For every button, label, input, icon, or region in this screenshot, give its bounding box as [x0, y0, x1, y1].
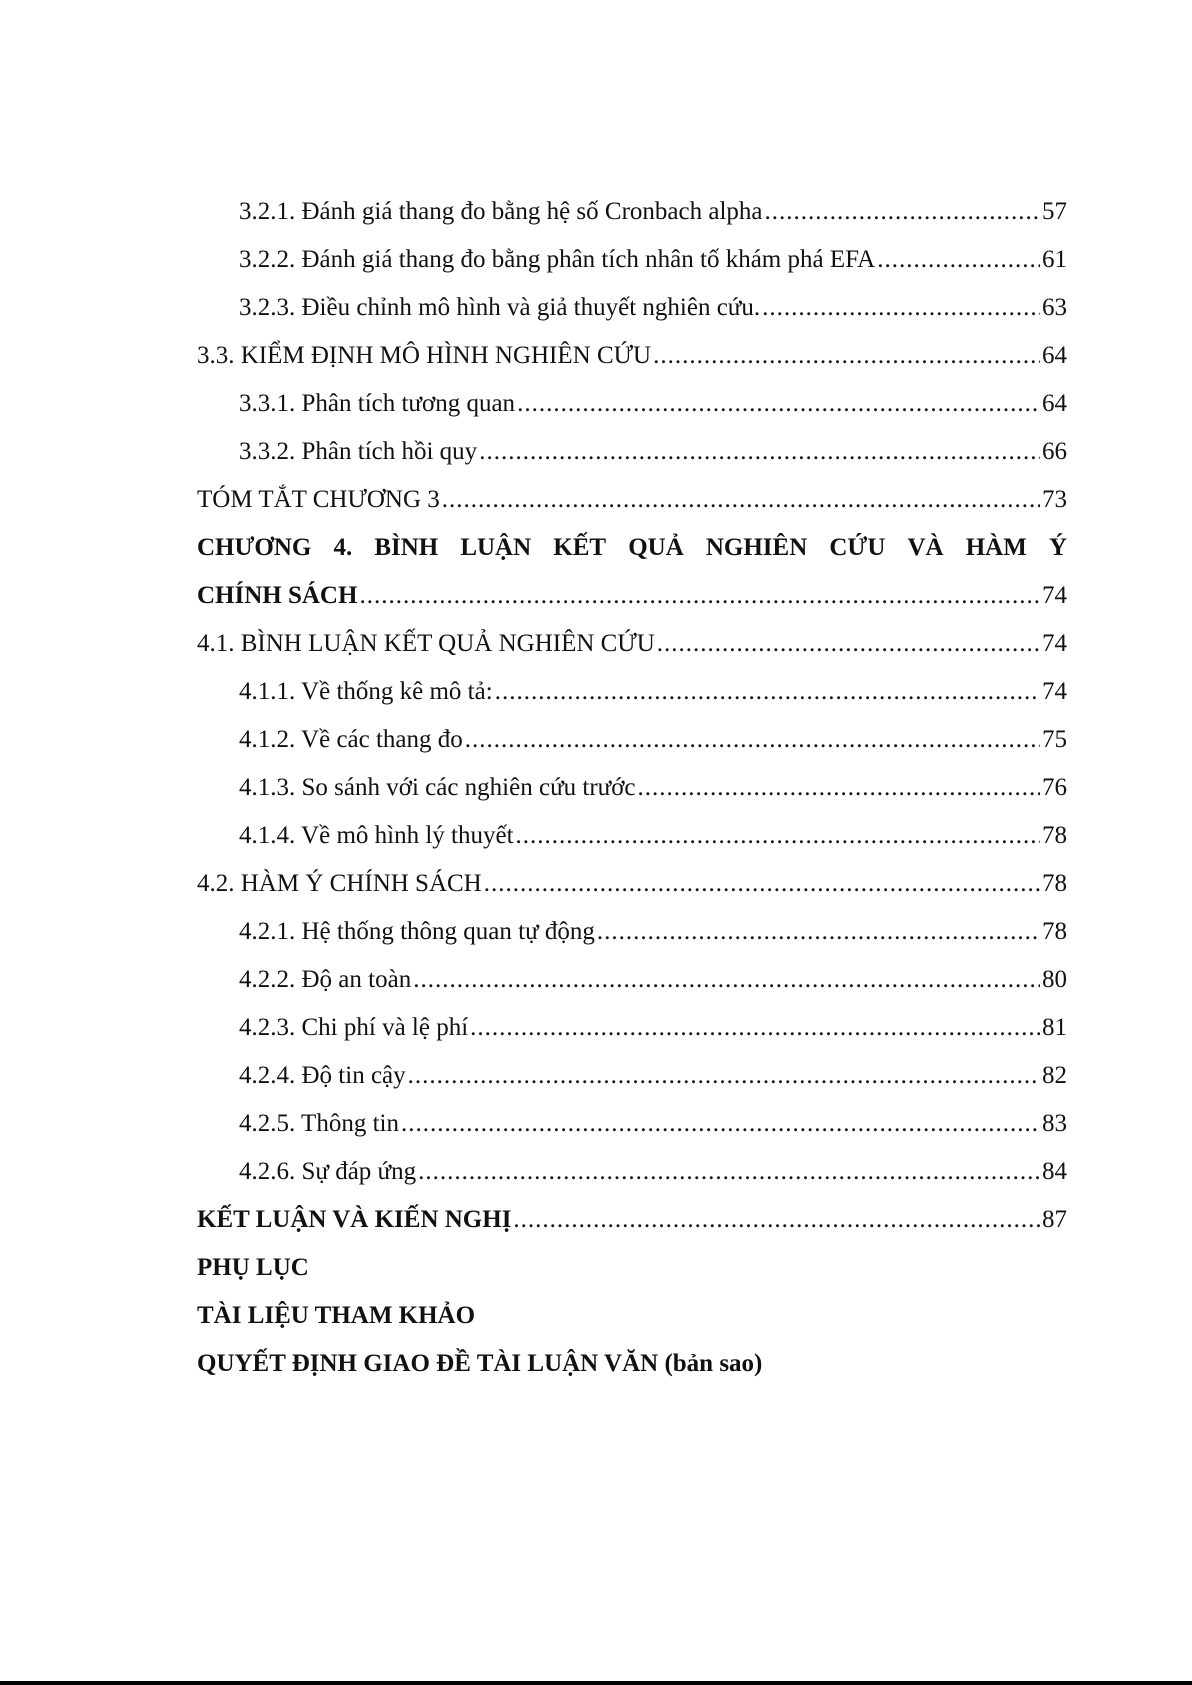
toc-entry[interactable] — [197, 1004, 1067, 1052]
dot-leader — [470, 1004, 1040, 1052]
toc-entry-page: 66 — [1042, 438, 1067, 465]
toc-entry-title: 4.2.4. Độ tin cậy — [239, 1062, 406, 1089]
heading-word: QUẢ — [628, 534, 684, 561]
dot-leader — [408, 1052, 1040, 1100]
toc-entry-title: 4.2.6. Sự đáp ứng — [239, 1158, 417, 1185]
toc-entry-title: 4.2.3. Chi phí và lệ phí — [239, 1014, 469, 1041]
toc-entry-page: 57 — [1042, 198, 1067, 225]
toc-entry-title: 3.3.2. Phân tích hồi quy — [239, 438, 478, 465]
toc-entry-title: 4.2.2. Độ an toàn — [239, 966, 412, 993]
toc-entry-page: 80 — [1042, 966, 1067, 993]
dot-leader — [465, 716, 1040, 764]
toc-entry-page: 78 — [1042, 822, 1067, 849]
heading-word: KẾT — [553, 534, 607, 561]
toc-entry[interactable] — [197, 620, 1067, 668]
toc-entry-page: 78 — [1042, 918, 1067, 945]
toc-entry-title: 3.2.3. Điều chỉnh mô hình và giả thuyết nghiên cứu. — [239, 294, 761, 321]
toc-entry-page: 76 — [1042, 774, 1067, 801]
toc-entry[interactable] — [197, 188, 1067, 236]
toc-entry-title: 4.1.4. Về mô hình lý thuyết — [239, 822, 514, 849]
dot-leader — [597, 908, 1040, 956]
toc-entry-title: 3.2.1. Đánh giá thang đo bằng hệ số Cronbach alpha — [239, 198, 763, 225]
dot-leader — [413, 956, 1040, 1004]
toc-entry-references[interactable] — [197, 1292, 1067, 1340]
dot-leader — [401, 1100, 1040, 1148]
toc-entry-page: 81 — [1042, 1014, 1067, 1041]
toc-entry[interactable] — [197, 956, 1067, 1004]
dot-leader — [653, 332, 1040, 380]
dot-leader — [638, 764, 1040, 812]
heading-word: HÀM — [965, 534, 1027, 561]
toc-entry-title: 3.3. KIỂM ĐỊNH MÔ HÌNH NGHIÊN CỨU — [197, 342, 652, 369]
toc-entry[interactable] — [197, 1196, 1067, 1244]
toc-entry-page: 82 — [1042, 1062, 1067, 1089]
toc-entry[interactable] — [197, 284, 1067, 332]
page-bottom-border — [0, 1681, 1192, 1685]
dot-leader — [765, 188, 1041, 236]
dot-leader — [359, 572, 1040, 620]
toc-entry-appendix[interactable] — [197, 1244, 1067, 1292]
dot-leader — [484, 860, 1040, 908]
heading-word: CHƯƠNG — [197, 534, 312, 561]
toc-entry-title: 3.2.2. Đánh giá thang đo bằng phân tích nhân tố khám phá EFA — [239, 246, 876, 273]
toc-entry-decision[interactable] — [197, 1340, 1067, 1388]
toc-entry-title: TÀI LIỆU THAM KHẢO — [197, 1302, 476, 1329]
toc-entry[interactable] — [197, 1100, 1067, 1148]
toc-entry[interactable] — [197, 1052, 1067, 1100]
heading-word: Ý — [1048, 534, 1067, 561]
toc-entry-title: QUYẾT ĐỊNH GIAO ĐỀ TÀI LUẬN VĂN (bản sao) — [197, 1350, 763, 1377]
chapter-4-heading-line-2[interactable] — [197, 572, 1067, 620]
heading-word: NGHIÊN — [705, 534, 808, 561]
toc-entry[interactable] — [197, 764, 1067, 812]
heading-word: VÀ — [907, 534, 944, 561]
toc-entry[interactable] — [197, 1148, 1067, 1196]
heading-word: BÌNH — [374, 534, 439, 561]
toc-entry[interactable] — [197, 428, 1067, 476]
toc-entry-page: 84 — [1042, 1158, 1067, 1185]
toc-entry-page: 74 — [1042, 678, 1067, 705]
toc-entry[interactable] — [197, 860, 1067, 908]
toc-entry[interactable] — [197, 908, 1067, 956]
toc-entry-title: TÓM TẮT CHƯƠNG 3 — [197, 486, 440, 513]
toc-entry[interactable] — [197, 716, 1067, 764]
heading-word: CỨU — [829, 534, 886, 561]
dot-leader — [517, 380, 1040, 428]
toc-entry-page: 74 — [1042, 630, 1067, 657]
toc-entry[interactable] — [197, 236, 1067, 284]
toc-entry-title: 4.1.1. Về thống kê mô tả: — [239, 678, 493, 705]
dot-leader — [495, 668, 1040, 716]
toc-entry-title: CHÍNH SÁCH — [197, 582, 358, 609]
dot-leader — [442, 476, 1040, 524]
dot-leader — [516, 812, 1040, 860]
toc-entry-page: 83 — [1042, 1110, 1067, 1137]
dot-leader — [513, 1196, 1040, 1244]
heading-word: 4. — [333, 534, 353, 561]
toc-entry-title: 4.2.5. Thông tin — [239, 1110, 399, 1137]
toc-entry-title: 4.1.3. So sánh với các nghiên cứu trước — [239, 774, 636, 801]
toc-entry-title: 3.3.1. Phân tích tương quan — [239, 390, 516, 417]
toc-entry[interactable] — [197, 380, 1067, 428]
toc-entry-title: 4.2. HÀM Ý CHÍNH SÁCH — [197, 870, 482, 897]
toc-entry-page: 75 — [1042, 726, 1067, 753]
toc-entry[interactable] — [197, 668, 1067, 716]
toc-entry-title: PHỤ LỤC — [197, 1254, 309, 1281]
toc-entry-page: 61 — [1042, 246, 1067, 273]
toc-entry[interactable] — [197, 812, 1067, 860]
toc-entry-page: 78 — [1042, 870, 1067, 897]
dot-leader — [877, 236, 1040, 284]
toc-entry[interactable] — [197, 332, 1067, 380]
dot-leader — [762, 284, 1040, 332]
dot-leader — [418, 1148, 1040, 1196]
dot-leader — [657, 620, 1040, 668]
toc-entry-title: 4.1.2. Về các thang đo — [239, 726, 463, 753]
toc-entry-page: 64 — [1042, 342, 1067, 369]
chapter-4-heading-line-1[interactable] — [197, 524, 1067, 572]
table-of-contents — [197, 188, 1067, 1388]
toc-entry-title: 4.2.1. Hệ thống thông quan tự động — [239, 918, 595, 945]
toc-entry-page: 63 — [1042, 294, 1067, 321]
dot-leader — [479, 428, 1040, 476]
heading-word: LUẬN — [460, 534, 532, 561]
toc-entry-page: 73 — [1042, 486, 1067, 513]
toc-entry-title: KẾT LUẬN VÀ KIẾN NGHỊ — [197, 1206, 512, 1233]
toc-entry-title: 4.1. BÌNH LUẬN KẾT QUẢ NGHIÊN CỨU — [197, 630, 655, 657]
toc-entry-page: 87 — [1042, 1206, 1067, 1233]
toc-entry[interactable] — [197, 476, 1067, 524]
toc-entry-page: 74 — [1042, 582, 1067, 609]
toc-entry-page: 64 — [1042, 390, 1067, 417]
